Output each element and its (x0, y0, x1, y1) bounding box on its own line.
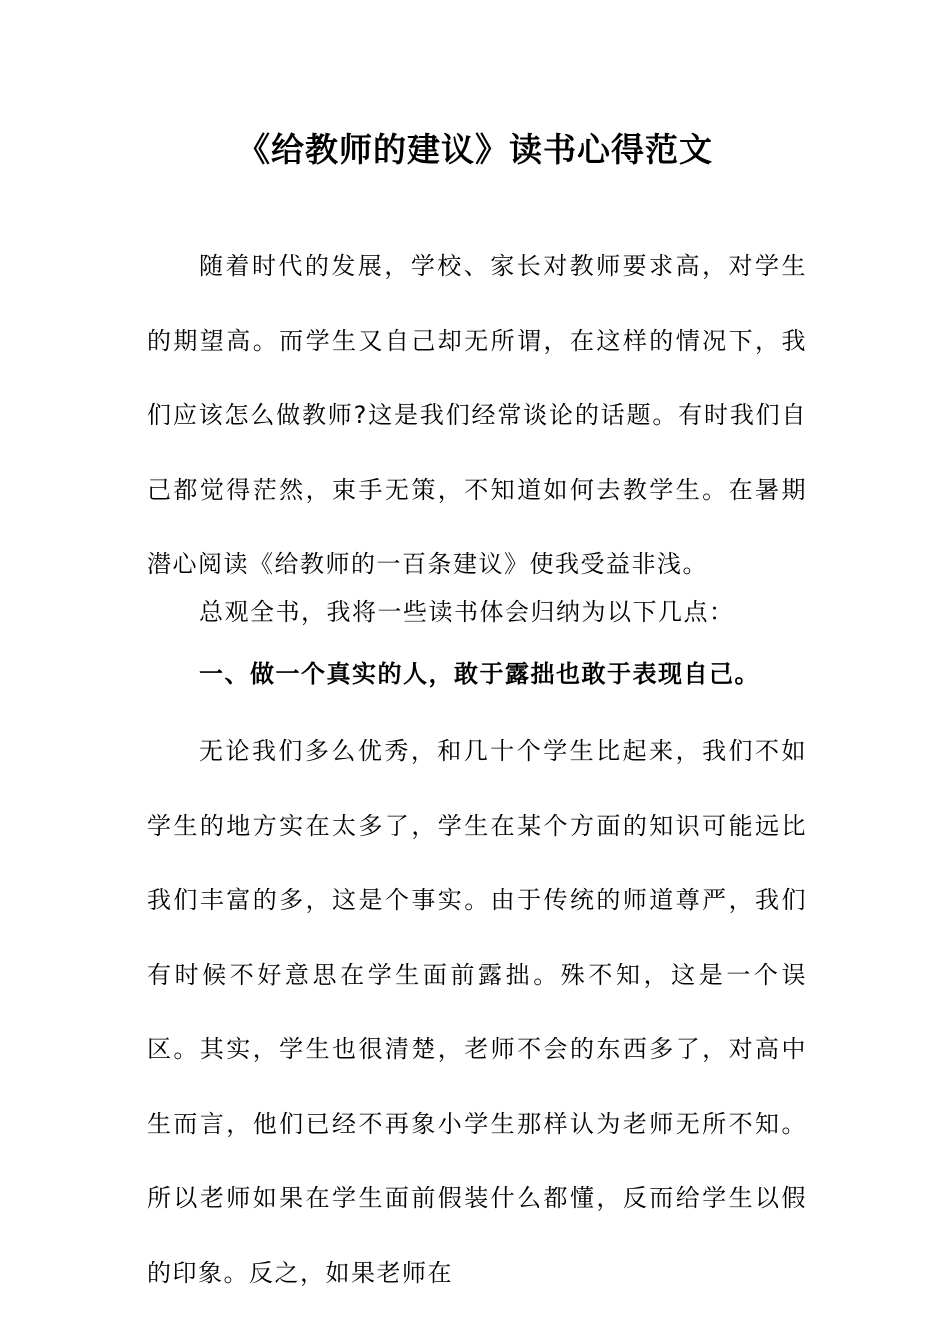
document-title: 《给教师的建议》读书心得范文 (237, 130, 713, 169)
section-heading-1: 一、做一个真实的人，敢于露拙也敢于表现自己。 (199, 660, 760, 688)
paragraph-intro: 随着时代的发展，学校、家长对教师要求高，对学生的期望高。而学生又自己却无所谓，在这样的情况下，我们应该怎么做教师?这是我们经常谈论的话题。有时我们自己都觉得茫然，束手无策，不知道如何去教学生。在暑期潜心阅读《给教师的一百条建议》使我受益非浅。 (147, 252, 807, 578)
paragraph-overview: 总观全书，我将一些读书体会归纳为以下几点： (199, 598, 735, 626)
paragraph-section-1-body: 无论我们多么优秀，和几十个学生比起来，我们不如学生的地方实在太多了，学生在某个方面的知识可能远比我们丰富的多，这是个事实。由于传统的师道尊严，我们有时候不好意思在学生面前露拙。殊不知，这是一个误区。其实，学生也很清楚，老师不会的东西多了，对高中生而言，他们已经不再象小学生那样认为老师无所不知。所以老师如果在学生面前假装什么都懂，反而给学生以假的印象。反之，如果老师在 (147, 737, 807, 1287)
